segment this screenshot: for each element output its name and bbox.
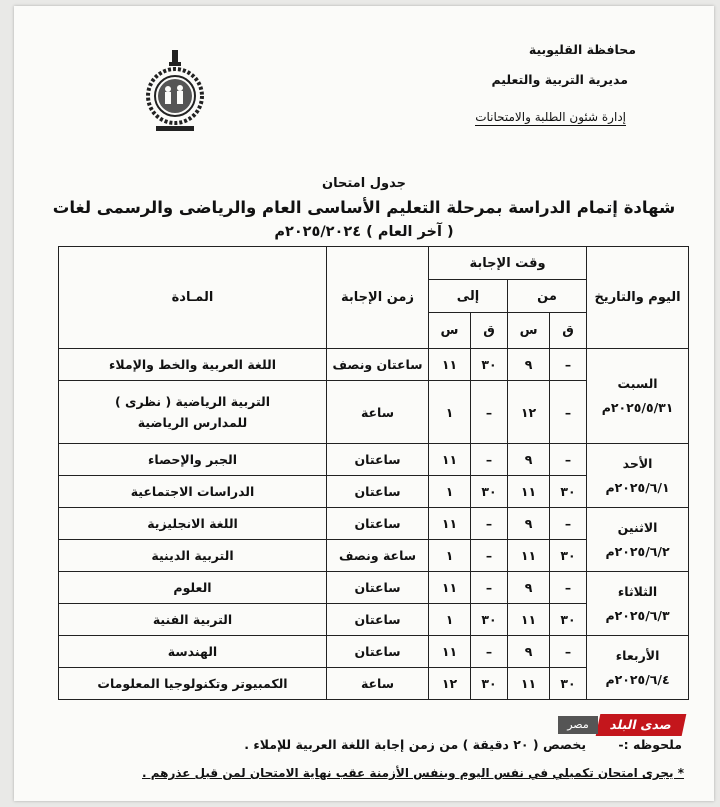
from-minute: – xyxy=(550,381,587,444)
from-hour: ١١ xyxy=(508,476,550,508)
from-minute: – xyxy=(550,508,587,540)
header-from-minute: ق xyxy=(550,313,587,349)
day-cell xyxy=(587,508,689,572)
to-hour: ١١ xyxy=(429,636,471,668)
department-name: إدارة شئون الطلبة والامتحانات xyxy=(475,110,626,124)
from-hour: ٩ xyxy=(508,508,550,540)
to-hour: ١١ xyxy=(429,508,471,540)
governorate-name: محافظة القليوبية xyxy=(528,42,636,57)
from-hour: ١١ xyxy=(508,668,550,700)
duration: ساعة xyxy=(327,668,429,700)
day-date: ٢٠٢٥/٦/٤م xyxy=(605,671,670,687)
academic-year: ( آخر العام ) ٢٠٢٥/٢٠٢٤م xyxy=(274,224,454,240)
from-minute: – xyxy=(550,572,587,604)
subject-line-2: للمدارس الرياضية xyxy=(137,415,248,430)
from-minute: ٣٠ xyxy=(550,668,587,700)
duration: ساعتان xyxy=(327,636,429,668)
duration: ساعتان xyxy=(327,444,429,476)
duration: ساعتان xyxy=(327,572,429,604)
note xyxy=(244,737,682,752)
header-answer-time: وقت الإجابة xyxy=(429,247,587,280)
from-hour: ٩ xyxy=(508,572,550,604)
day-date: ٢٠٢٥/٦/١م xyxy=(605,479,670,495)
to-hour: ١٢ xyxy=(429,668,471,700)
to-hour: ١ xyxy=(429,476,471,508)
day-name: الثلاثاء xyxy=(617,583,658,599)
duration: ساعة xyxy=(327,381,429,444)
day-name: الاثنين xyxy=(617,519,658,535)
certificate-title: شهادة إتمام الدراسة بمرحلة التعليم الأساسى العام والرياضى والرسمى لغات xyxy=(52,198,676,217)
header-to-minute: ق xyxy=(471,313,508,349)
to-hour: ١١ xyxy=(429,444,471,476)
to-minute: – xyxy=(471,572,508,604)
governorate-emblem-icon xyxy=(142,48,208,134)
subject: الدراسات الاجتماعية xyxy=(59,476,327,508)
day-date: ٢٠٢٥/٦/٢م xyxy=(605,543,670,559)
subject: الجبر والإحصاء xyxy=(59,444,327,476)
to-minute: – xyxy=(471,444,508,476)
to-hour: ١ xyxy=(429,381,471,444)
watermark-sub: مصر xyxy=(558,716,598,734)
from-minute: ٣٠ xyxy=(550,476,587,508)
day-cell xyxy=(587,572,689,636)
to-minute: – xyxy=(471,381,508,444)
subject xyxy=(59,381,327,444)
from-hour: ١١ xyxy=(508,540,550,572)
subject: الكمبيوتر وتكنولوجيا المعلومات xyxy=(59,668,327,700)
to-minute: ٣٠ xyxy=(471,604,508,636)
subject: العلوم xyxy=(59,572,327,604)
subject: اللغة العربية والخط والإملاء xyxy=(59,349,327,381)
header-from-hour: س xyxy=(508,313,550,349)
note-label: ملحوظه :- xyxy=(618,737,682,752)
to-hour: ١١ xyxy=(429,572,471,604)
subject: التربية الفنية xyxy=(59,604,327,636)
from-hour: ٩ xyxy=(508,444,550,476)
subject: التربية الدينية xyxy=(59,540,327,572)
duration: ساعتان xyxy=(327,604,429,636)
subject-line-1: التربية الرياضية ( نظرى ) xyxy=(114,394,271,409)
document-page xyxy=(14,6,714,801)
to-minute: ٣٠ xyxy=(471,668,508,700)
day-date: ٢٠٢٥/٦/٣م xyxy=(605,607,670,623)
from-minute: ٣٠ xyxy=(550,540,587,572)
to-hour: ١١ xyxy=(429,349,471,381)
header-day-date: اليوم والتاريخ xyxy=(587,247,689,349)
day-name: السبت xyxy=(617,376,658,391)
to-hour: ١ xyxy=(429,540,471,572)
duration: ساعتان xyxy=(327,476,429,508)
to-minute: ٣٠ xyxy=(471,476,508,508)
header-to-hour: س xyxy=(429,313,471,349)
header-subject: المـادة xyxy=(59,247,327,349)
exam-schedule-label: جدول امتحان xyxy=(322,176,406,191)
watermark-brand: صدى البلد xyxy=(596,714,687,736)
to-minute: ٣٠ xyxy=(471,349,508,381)
day-cell xyxy=(587,444,689,508)
directorate-name: مديرية التربية والتعليم xyxy=(491,72,628,87)
header-duration: زمن الإجابة xyxy=(327,247,429,349)
day-name: الأحد xyxy=(622,455,653,471)
subject: الهندسة xyxy=(59,636,327,668)
duration: ساعتان ونصف xyxy=(327,349,429,381)
from-minute: – xyxy=(550,349,587,381)
from-hour: ٩ xyxy=(508,349,550,381)
to-minute: – xyxy=(471,540,508,572)
day-cell xyxy=(587,349,689,444)
watermark xyxy=(558,714,684,736)
duration: ساعتان xyxy=(327,508,429,540)
to-minute: – xyxy=(471,636,508,668)
from-minute: ٣٠ xyxy=(550,604,587,636)
exam-schedule-table xyxy=(58,246,689,700)
subject: اللغة الانجليزية xyxy=(59,508,327,540)
from-minute: – xyxy=(550,444,587,476)
note-text: يخصص ( ٢٠ دقيقة ) من زمن إجابة اللغة العربية للإملاء . xyxy=(244,737,587,752)
day-name: الأربعاء xyxy=(615,647,660,663)
from-hour: ٩ xyxy=(508,636,550,668)
footer-note: * يجرى امتحان تكميلي في نفس اليوم وبنفس الأزمنة عقب نهاية الامتحان لمن قبل عذرهم . xyxy=(142,766,684,780)
from-minute: – xyxy=(550,636,587,668)
to-hour: ١ xyxy=(429,604,471,636)
from-hour: ١٢ xyxy=(508,381,550,444)
day-cell xyxy=(587,636,689,700)
to-minute: – xyxy=(471,508,508,540)
duration: ساعة ونصف xyxy=(327,540,429,572)
header-from: من xyxy=(508,280,587,313)
from-hour: ١١ xyxy=(508,604,550,636)
day-date: ٢٠٢٥/٥/٣١م xyxy=(601,400,674,415)
header-to: إلى xyxy=(429,280,508,313)
